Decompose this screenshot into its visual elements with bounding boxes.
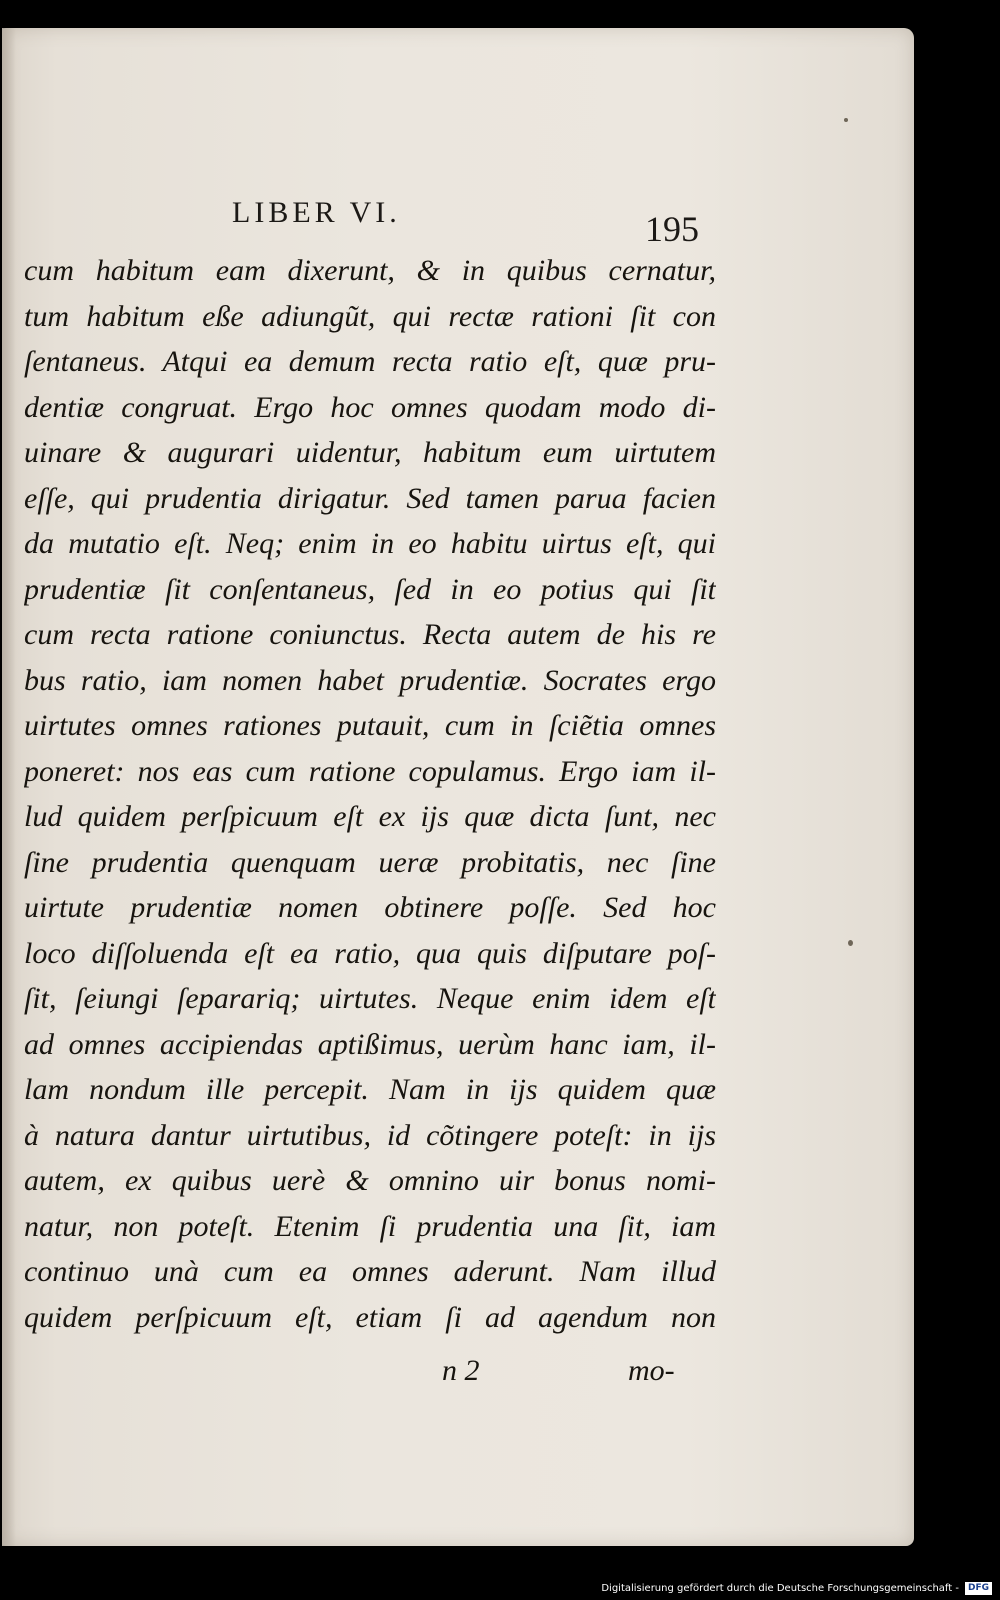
text-line: cum recta ratione coniunctus. Recta autem de his re [24, 618, 716, 651]
text-line: bus ratio, iam nomen habet prudentiæ. Socrates ergo [24, 663, 716, 697]
text-line: ſine prudentia quenquam ueræ probitatis, nec ſine [24, 845, 716, 879]
running-head: LIBER VI. [232, 196, 401, 229]
text-line: lud quidem perſpicuum eſt ex ijs quæ dicta ſunt, nec [24, 800, 716, 833]
text-line: natur, non poteſt. Etenim ſi prudentia una ſit, iam [24, 1209, 716, 1243]
page-gutter-shadow [2, 28, 16, 1546]
text-line: lam nondum ille percepit. Nam in ijs quidem quæ [24, 1073, 716, 1106]
text-line: quidem perſpicuum eſt, etiam ſi ad agendum non [24, 1300, 716, 1334]
text-line: prudentiæ ſit conſentaneus, ſed in eo potius qui ſit [24, 572, 716, 606]
text-line: uirtute prudentiæ nomen obtinere poſſe. Sed hoc [24, 891, 716, 924]
text-line: uirtutes omnes rationes putauit, cum in ſciẽtia omnes [24, 709, 716, 742]
text-line: autem, ex quibus uerè & omnino uir bonus nomi- [24, 1164, 716, 1197]
book-page [2, 28, 914, 1546]
text-line: da mutatio eſt. Neq; enim in eo habitu uirtus eſt, qui [24, 527, 716, 560]
text-line: à natura dantur uirtutibus, id cõtingere poteſt: in ijs [24, 1118, 716, 1152]
text-line: ſit, ſeiungi ſeparariq; uirtutes. Neque enim idem eſt [24, 982, 716, 1015]
body-text [24, 248, 716, 1340]
digitization-credit [601, 1580, 992, 1596]
dfg-logo: DFG [965, 1582, 992, 1595]
text-line: ad omnes accipiendas aptißimus, uerùm hanc iam, il- [24, 1027, 716, 1061]
text-line: loco diſſoluenda eſt ea ratio, qua quis diſputare poſ- [24, 936, 716, 970]
credit-text: Digitalisierung gefördert durch die Deutsche Forschungsgemeinschaft - [601, 1582, 959, 1594]
text-line: continuo unà cum ea omnes aderunt. Nam illud [24, 1255, 716, 1288]
text-line: cum habitum eam dixerunt, & in quibus cernatur, [24, 254, 716, 287]
text-line: uinare & augurari uidentur, habitum eum uirtutem [24, 436, 716, 469]
paper-speck [848, 940, 853, 946]
paper-speck [844, 118, 848, 122]
page-number: 195 [645, 209, 699, 249]
text-line: eſſe, qui prudentia dirigatur. Sed tamen parua facien [24, 481, 716, 515]
text-line: dentiæ congruat. Ergo hoc omnes quodam modo di- [24, 390, 716, 424]
text-line: tum habitum eße adiungũt, qui rectæ rationi ſit con [24, 299, 716, 333]
signature-mark: n 2 [442, 1354, 480, 1387]
text-line: ſentaneus. Atqui ea demum recta ratio eſt, quæ pru- [24, 345, 716, 378]
catchword: mo- [628, 1354, 675, 1387]
text-line: poneret: nos eas cum ratione copulamus. Ergo iam il- [24, 754, 716, 788]
